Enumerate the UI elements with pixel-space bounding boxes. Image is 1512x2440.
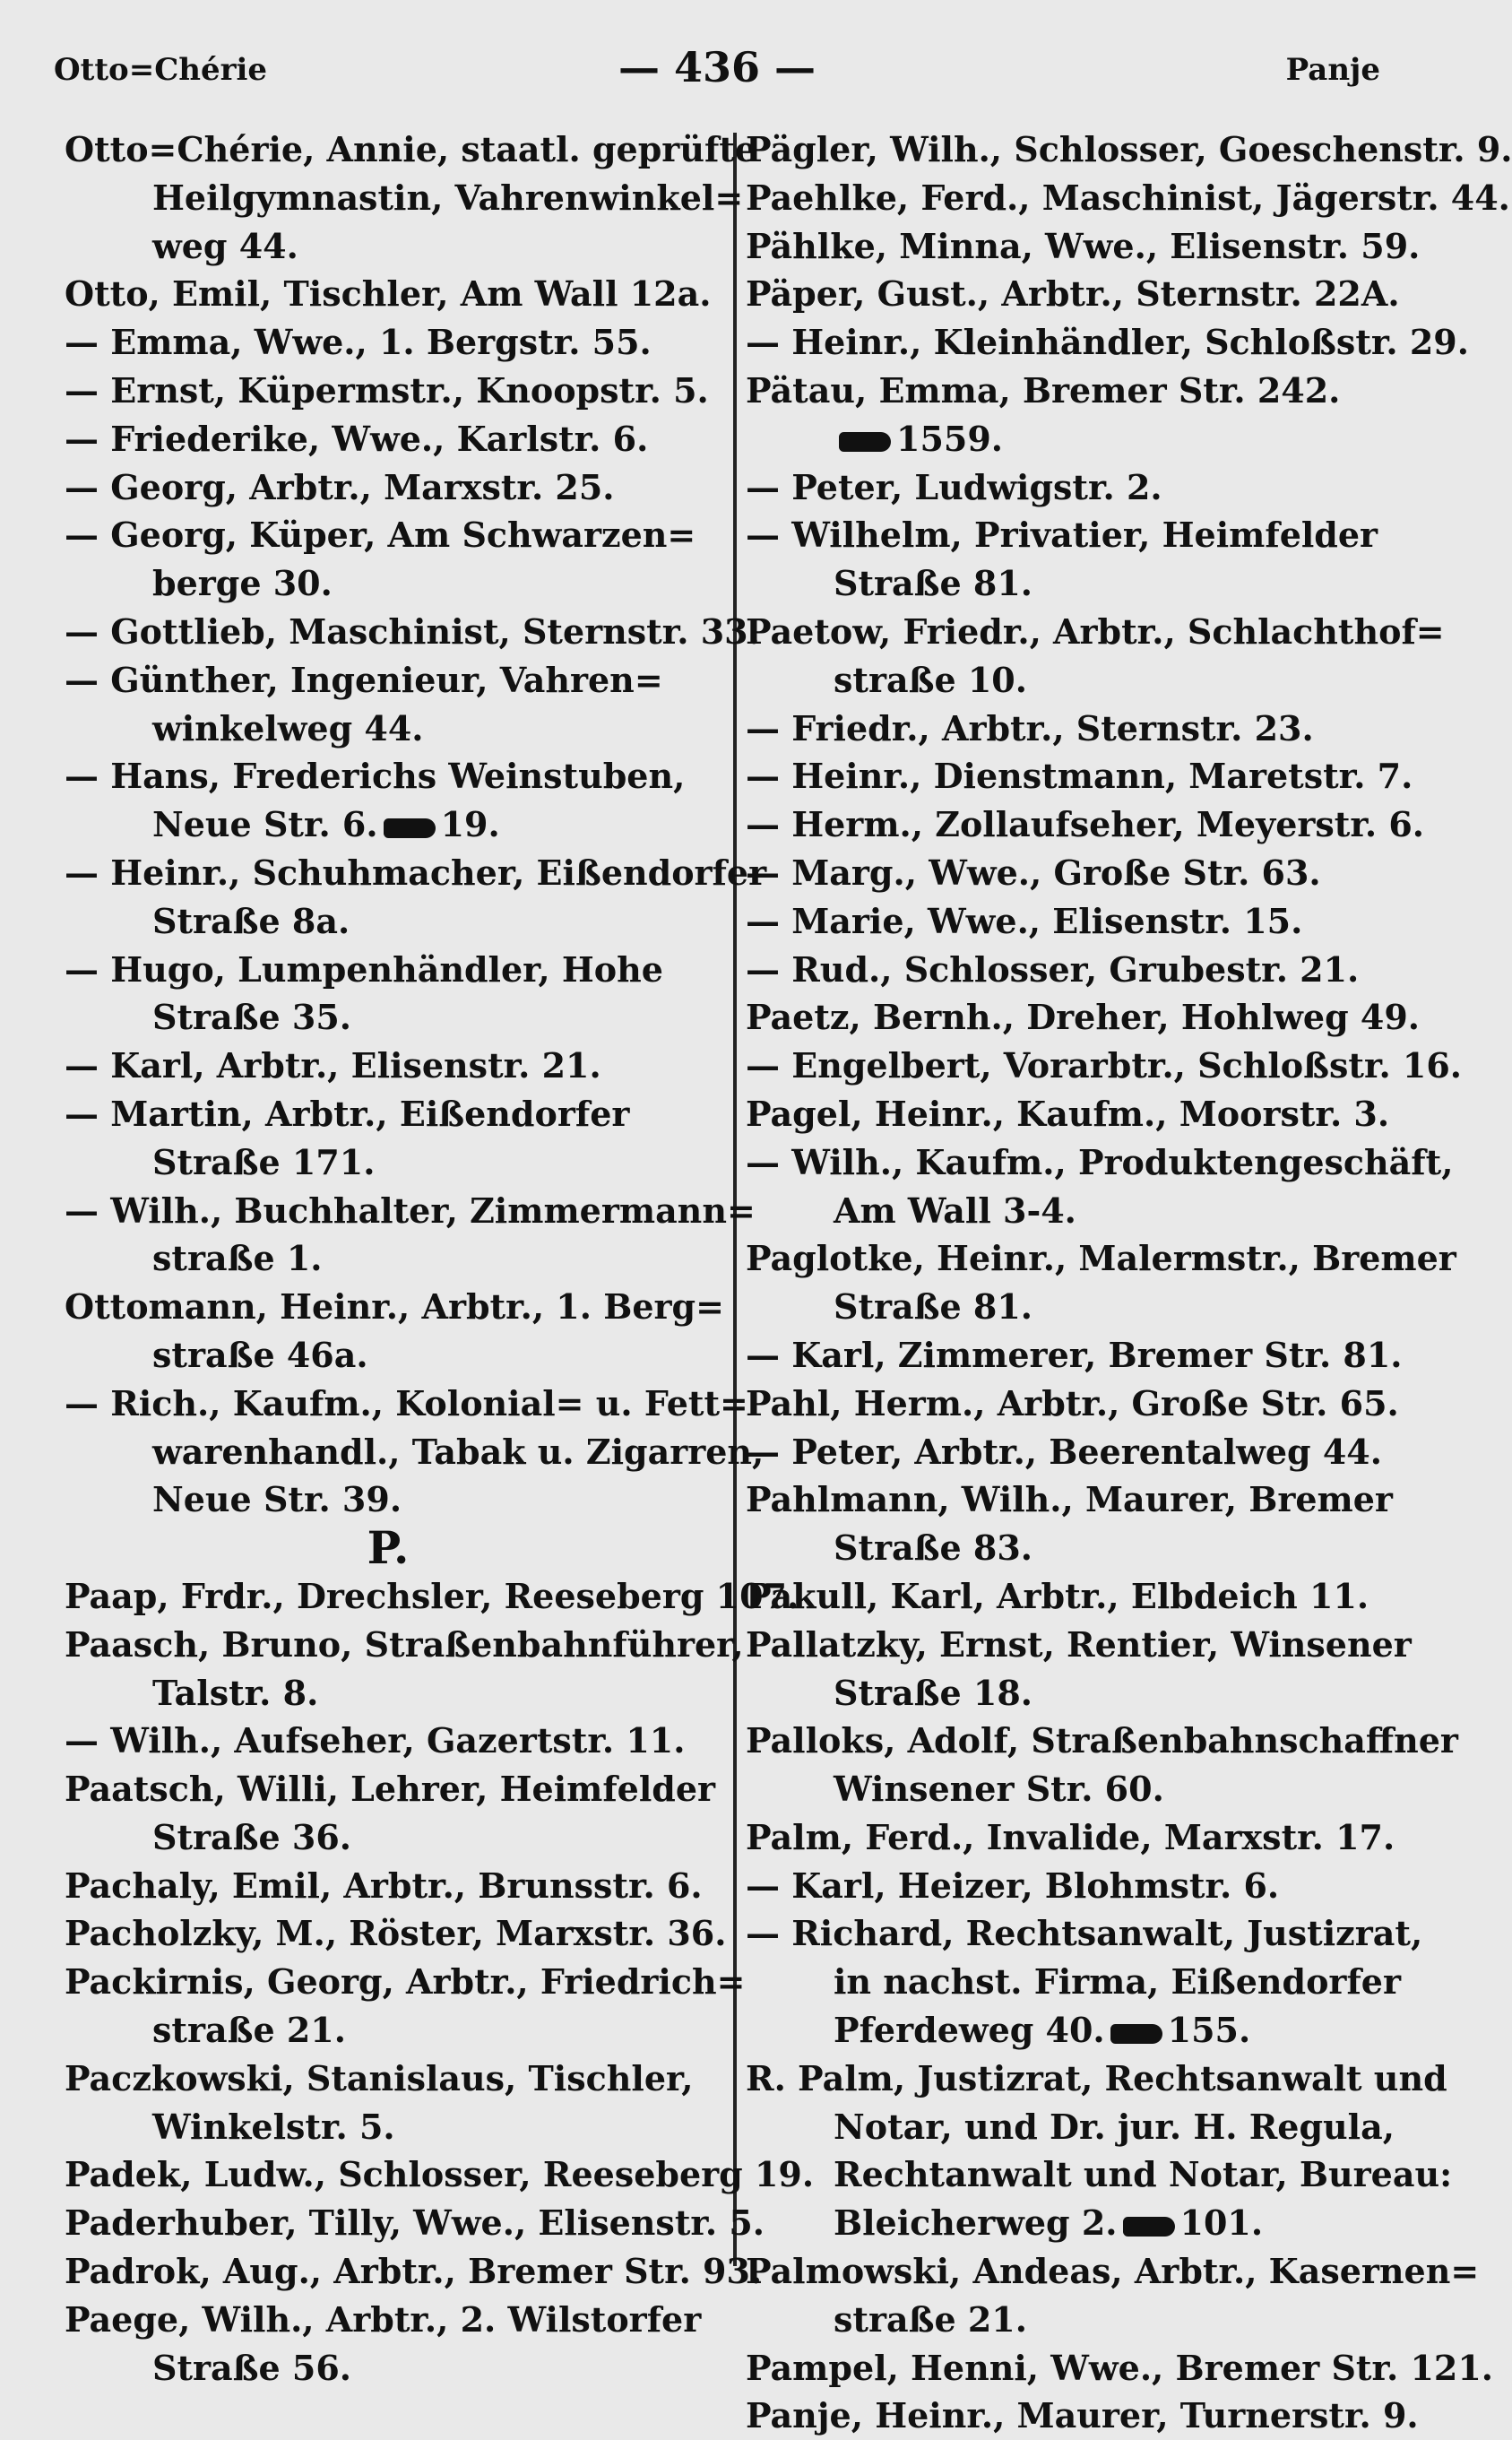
entry-text: Paderhuber, Tilly, Wwe., Elisenstr. 5. [65,2202,765,2244]
entry-text: Pagel, Heinr., Kaufm., Moorstr. 3. [746,1093,1390,1134]
telephone-icon [384,818,436,838]
entry-text: Straße 83. [834,1527,1033,1569]
entry-text: Heilgymnastin, Vahrenwinkel= [152,177,744,218]
entry-text: — Rud., Schlosser, Grubestr. 21. [746,948,1360,990]
entry-text: Talstr. 8. [152,1672,319,1713]
entry-text: — Heinr., Kleinhändler, Schloßstr. 29. [746,322,1469,363]
directory-entry [65,1380,748,1428]
entry-text: Winsener Str. 60. [834,1769,1164,1810]
entry-text: Straße 8a. [152,900,350,941]
directory-entry [65,1909,727,1958]
entry-text: Pahlmann, Wilh., Maurer, Bremer [746,1479,1393,1520]
entry-text: Otto=Chérie, Annie, staatl. geprüfte [65,129,757,169]
entry-text: weg 44. [152,225,298,266]
entry-text: Ottomann, Heinr., Arbtr., 1. Berg= [65,1286,724,1328]
directory-entry [65,1187,756,1235]
entry-text: — Friedr., Arbtr., Sternstr. 23. [746,707,1314,748]
entry-text: Paglotke, Heinr., Malermstr., Bremer [746,1238,1456,1279]
phone-number: 101. [1179,2202,1264,2244]
entry-text: R. Palm, Justizrat, Rechtsanwalt und [746,2057,1447,2098]
entry-continuation [65,222,712,271]
entry-continuation [65,1813,712,1862]
directory-entry [746,318,1469,367]
entry-continuation [65,1475,712,1524]
entry-text: Paczkowski, Stanislaus, Tischler, [65,2057,694,2098]
directory-entry [65,2296,712,2344]
entry-text: Straße 56. [152,2347,352,2388]
entry-text: — Marg., Wwe., Große Str. 63. [746,852,1321,893]
entry-text: winkelweg 44. [152,707,424,748]
entry-continuation [746,2006,1398,2055]
entry-text: Otto, Emil, Tischler, Am Wall 12a. [65,273,712,315]
entry-text: — Herm., Zollaufseher, Meyerstr. 6. [746,804,1424,845]
directory-entry [746,800,1424,849]
entry-text: — Karl, Heizer, Blohmstr. 6. [746,1865,1280,1906]
directory-entry [65,752,712,800]
directory-entry [746,1621,1412,1669]
directory-entry [746,1380,1398,1428]
entry-continuation [65,1138,712,1187]
entry-continuation [746,415,1398,463]
entry-text: — Georg, Küper, Am Schwarzen= [65,515,696,556]
directory-entry [65,608,760,656]
directory-entry [65,1283,724,1331]
entry-text: Paege, Wilh., Arbtr., 2. Wilstorfer [65,2298,702,2340]
entry-continuation [746,1765,1398,1813]
entry-text: — Gottlieb, Maschinist, Sternstr. 33. [65,610,760,652]
entry-text: Paetz, Bernh., Dreher, Hohlweg 49. [746,997,1420,1038]
entry-continuation [746,2150,1453,2199]
directory-entry [65,2199,765,2247]
entry-text: Straße 81. [834,563,1033,604]
directory-entry [65,1958,746,2006]
directory-entry [746,1234,1456,1283]
entry-continuation [65,705,712,753]
entry-text: Notar, und Dr. jur. H. Regula, [834,2106,1395,2147]
entry-text: warenhandl., Tabak u. Zigarren, [152,1431,765,1472]
entry-text: — Wilhelm, Privatier, Heimfelder [746,515,1378,556]
directory-entry [65,656,712,705]
directory-entry [746,1862,1398,1910]
directory-entry [65,849,767,897]
directory-entry [746,125,1512,174]
entry-text: Paasch, Bruno, Straßenbahnführer, [65,1623,744,1665]
directory-entry [65,125,757,174]
entry-continuation [65,1234,712,1283]
entry-text: Neue Str. 39. [152,1479,402,1520]
entry-text: straße 21. [152,2010,346,2051]
directory-entry [65,1621,744,1669]
directory-entry [65,1042,712,1090]
entry-text: — Engelbert, Vorarbtr., Schloßstr. 16. [746,1045,1463,1086]
directory-entry [746,1572,1398,1621]
entry-text: Straße 81. [834,1286,1033,1328]
entry-text: Pampel, Henni, Wwe., Bremer Str. 121. [746,2347,1493,2388]
directory-entry [746,1717,1458,1765]
entry-continuation [65,993,712,1042]
entry-text: — Wilh., Kaufm., Produktengeschäft, [746,1141,1454,1182]
directory-entry [746,270,1398,318]
directory-entry [746,2392,1419,2440]
directory-entry [65,463,712,512]
directory-entry [746,1090,1398,1138]
entry-text: Paetow, Friedr., Arbtr., Schlachthof= [746,610,1445,652]
directory-entry [65,318,712,367]
entry-continuation [746,2103,1398,2151]
entry-text: berge 30. [152,563,333,604]
running-head-right: Panje [1285,52,1380,88]
directory-entry [746,2247,1480,2296]
entry-text: — Wilh., Buchhalter, Zimmermann= [65,1190,756,1231]
entry-text: Bleicherweg 2. [834,2202,1118,2244]
entry-text: Pahl, Herm., Arbtr., Große Str. 65. [746,1382,1399,1423]
entry-text: Pferdeweg 40. [834,2010,1105,2051]
entry-continuation [746,2296,1398,2344]
directory-entry [65,1572,799,1621]
entry-text: Am Wall 3-4. [834,1190,1076,1231]
entry-text: — Rich., Kaufm., Kolonial= u. Fett= [65,1382,748,1423]
directory-entry [746,1475,1398,1524]
directory-entry [746,752,1413,800]
entry-continuation [65,174,744,222]
entry-text: — Peter, Ludwigstr. 2. [746,466,1162,507]
entry-continuation [746,559,1398,608]
entry-text: Palm, Ferd., Invalide, Marxstr. 17. [746,1816,1395,1857]
directory-entry [65,946,712,994]
entry-continuation [65,1669,712,1718]
entry-text: Winkelstr. 5. [152,2106,395,2147]
entry-text: Paatsch, Willi, Lehrer, Heimfelder [65,1769,716,1810]
directory-entry [746,608,1445,656]
entry-continuation [746,656,1398,705]
entry-continuation [746,1187,1398,1235]
entry-text: Pählke, Minna, Wwe., Elisenstr. 59. [746,225,1421,266]
entry-text: Paehlke, Ferd., Maschinist, Jägerstr. 44. [746,177,1510,218]
directory-entry [746,463,1398,512]
entry-text: straße 46a. [152,1334,368,1375]
directory-entry [65,2055,712,2103]
directory-entry [746,946,1398,994]
entry-continuation [65,897,712,946]
page-header [54,43,1380,97]
directory-entry [746,897,1398,946]
telephone-icon [1123,2217,1175,2237]
entry-text: straße 21. [834,2298,1027,2340]
entry-text: Päper, Gust., Arbtr., Sternstr. 22A. [746,273,1400,315]
phone-number: 155. [1167,2010,1251,2051]
directory-entry [65,511,712,559]
entry-text: Straße 171. [152,1141,376,1182]
directory-entry [65,367,712,415]
entry-text: Pätau, Emma, Bremer Str. 242. [746,369,1341,411]
directory-entry [746,1909,1423,1958]
entry-text: P. [367,1521,410,1575]
entry-continuation [746,1524,1398,1572]
directory-entry [746,222,1421,271]
entry-text: Straße 35. [152,997,352,1038]
phone-number: 19. [440,804,500,845]
section-letter [65,1521,712,1575]
entry-text: Pallatzky, Ernst, Rentier, Winsener [746,1623,1412,1665]
directory-entry [65,1765,716,1813]
directory-entry [746,367,1398,415]
directory-entry [746,705,1398,753]
entry-text: straße 1. [152,1238,323,1279]
phone-number: 1559. [896,418,1003,459]
telephone-icon [1110,2024,1162,2044]
directory-entry [746,993,1420,1042]
entry-text: Straße 36. [152,1816,352,1857]
entry-text: — Marie, Wwe., Elisenstr. 15. [746,900,1303,941]
directory-entry [746,2344,1493,2392]
entry-text: Palmowski, Andeas, Arbtr., Kasernen= [746,2251,1480,2292]
directory-entry [746,1428,1398,1476]
entry-continuation [65,1428,765,1476]
entry-text: — Ernst, Küpermstr., Knoopstr. 5. [65,369,709,411]
entry-text: Panje, Heinr., Maurer, Turnerstr. 9. [746,2395,1419,2436]
entry-continuation [746,1958,1401,2006]
running-head-left: Otto=Chérie [54,52,268,88]
entry-continuation [65,800,712,849]
entry-continuation [746,2199,1398,2247]
page-number: — 436 — [618,43,816,91]
directory-entry [65,2247,763,2296]
entry-text: — Hugo, Lumpenhändler, Hohe [65,948,663,990]
entry-text: — Richard, Rechtsanwalt, Justizrat, [746,1913,1423,1954]
directory-entry [65,270,712,318]
directory-entry [65,1862,712,1910]
directory-entry [65,1090,712,1138]
entry-text: — Martin, Arbtr., Eißendorfer [65,1093,630,1134]
entry-continuation [746,1283,1398,1331]
entry-text: Pacholzky, M., Röster, Marxstr. 36. [65,1913,727,1954]
entry-text: Pakull, Karl, Arbtr., Elbdeich 11. [746,1575,1369,1616]
directory-entry [746,849,1398,897]
entry-text: Neue Str. 6. [152,804,378,845]
entry-continuation [65,1331,712,1380]
directory-entry [746,1042,1463,1090]
entry-text: — Karl, Zimmerer, Bremer Str. 81. [746,1334,1403,1375]
entry-text: Palloks, Adolf, Straßenbahnschaffner [746,1720,1458,1761]
directory-entry [746,174,1510,222]
entry-text: — Friederike, Wwe., Karlstr. 6. [65,418,649,459]
left-column [65,125,815,2392]
entry-text: — Wilh., Aufseher, Gazertstr. 11. [65,1720,686,1761]
entry-text: — Heinr., Dienstmann, Maretstr. 7. [746,756,1413,797]
right-column [746,125,1512,2440]
directory-entry [746,1138,1454,1187]
entry-text: Padrok, Aug., Arbtr., Bremer Str. 93. [65,2251,763,2292]
entry-continuation [65,2006,712,2055]
entry-text: — Peter, Arbtr., Beerentalweg 44. [746,1431,1382,1472]
entry-text: Pägler, Wilh., Schlosser, Goeschenstr. 9. [746,129,1512,169]
directory-entry [65,1717,712,1765]
entry-text: Paap, Frdr., Drechsler, Reeseberg 107. [65,1575,799,1616]
entry-text: in nachst. Firma, Eißendorfer [834,1961,1401,2003]
entry-text: Rechtanwalt und Notar, Bureau: [834,2154,1453,2195]
entry-text: — Heinr., Schuhmacher, Eißendorfer [65,852,767,893]
directory-entry [65,2150,815,2199]
directory-entry [65,415,712,463]
entry-text: — Emma, Wwe., 1. Bergstr. 55. [65,322,652,363]
directory-entry [746,1331,1403,1380]
directory-entry [746,2055,1447,2103]
entry-text: — Günther, Ingenieur, Vahren= [65,659,663,700]
entry-text: Pachaly, Emil, Arbtr., Brunsstr. 6. [65,1865,703,1906]
telephone-icon [839,432,891,452]
entry-continuation [65,559,712,608]
entry-text: — Karl, Arbtr., Elisenstr. 21. [65,1045,601,1086]
entry-continuation [65,2344,712,2392]
entry-text: Padek, Ludw., Schlosser, Reeseberg 19. [65,2154,815,2195]
entry-text: Packirnis, Georg, Arbtr., Friedrich= [65,1961,746,2003]
entry-continuation [65,2103,712,2151]
directory-entry [746,511,1398,559]
entry-text: — Georg, Arbtr., Marxstr. 25. [65,466,615,507]
directory-entry [746,1813,1398,1862]
entry-text: straße 10. [834,659,1027,700]
entry-text: Straße 18. [834,1672,1033,1713]
entry-text: — Hans, Frederichs Weinstuben, [65,756,686,797]
entry-continuation [746,1669,1398,1718]
